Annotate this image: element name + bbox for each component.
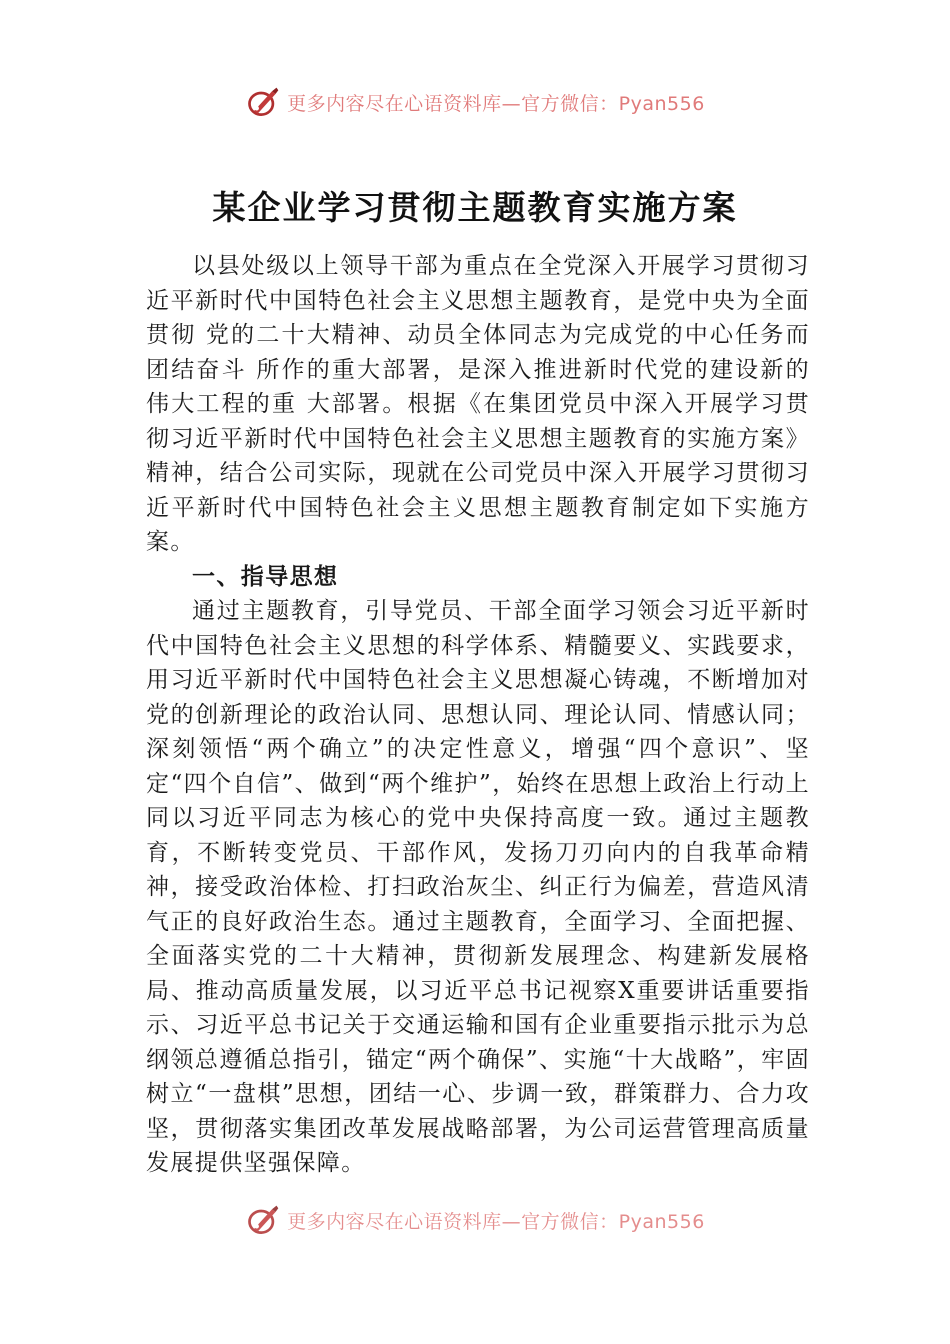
section-heading: 一、指导思想 bbox=[192, 563, 339, 590]
watermark-footer bbox=[0, 1203, 950, 1237]
watermark-text: 更多内容尽在心语资料库—官方微信：Pyan556 bbox=[287, 92, 705, 115]
document-title: 某企业学习贯彻主题教育实施方案 bbox=[212, 188, 738, 227]
pen-logo-icon bbox=[245, 1203, 281, 1237]
watermark-text: 更多内容尽在心语资料库—官方微信：Pyan556 bbox=[287, 1210, 705, 1233]
document-body bbox=[146, 249, 810, 1181]
section-paragraph: 通过主题教育，引导党员、干部全面学习领会习近平新时代中国特色社会主义思想的科学体系、精髓要义、实践要求，用习近平新时代中国特色社会主义思想凝心铸魂，不断增加对党的创新理论的政治认同、思想认同、理论认同、情感认同；深刻领悟“两个确立”的决定性意义，增强“四个意识”、坚定“四个自信”、做到“两个维护”，始终在思想上政治上行动上同以习近平同志为核心的党中央保持高度一致。通过主题教育，不断转变党员、干部作风，发扬刀刃向内的自我革命精神，接受政治体检、打扫政治灰尘、纠正行为偏差，营造风清气正的良好政治生态。通过主题教育，全面学习、全面把握、全面落实党的二十大精神，贯彻新发展理念、构建新发展格局、推动高质量发展，以习近平总书记视察X重要讲话重要指示、习近平总书记关于交通运输和国有企业重要指示批示为总纲领总遵循总指引，锚定“两个确保”、实施“十大战略”，牢固树立“一盘棋”思想，团结一心、步调一致，群策群力、合力攻坚，贯彻落实集团改革发展战略部署，为公司运营管理高质量发展提供坚强保障。 bbox=[146, 598, 810, 1176]
pen-logo-icon bbox=[245, 84, 281, 120]
intro-paragraph: 以县处级以上领导干部为重点在全党深入开展学习贯彻习近平新时代中国特色社会主义思想主题教育，是党中央为全面贯彻 党的二十大精神、动员全体同志为完成党的中心任务而团结奋斗 所作的重大部署，是深入推进新时代党的建设新的伟大工程的重 大部署。根据《在集团党员中深入开展学习贯彻习近平新时代中国特色社会主义思想主题教育的实施方案》精神，结合公司实际，现就在公司党员中深入开展学习贯彻习近平新时代中国特色社会主义思想主题教育制定如下实施方案。 bbox=[146, 253, 810, 555]
watermark-header bbox=[0, 82, 950, 122]
